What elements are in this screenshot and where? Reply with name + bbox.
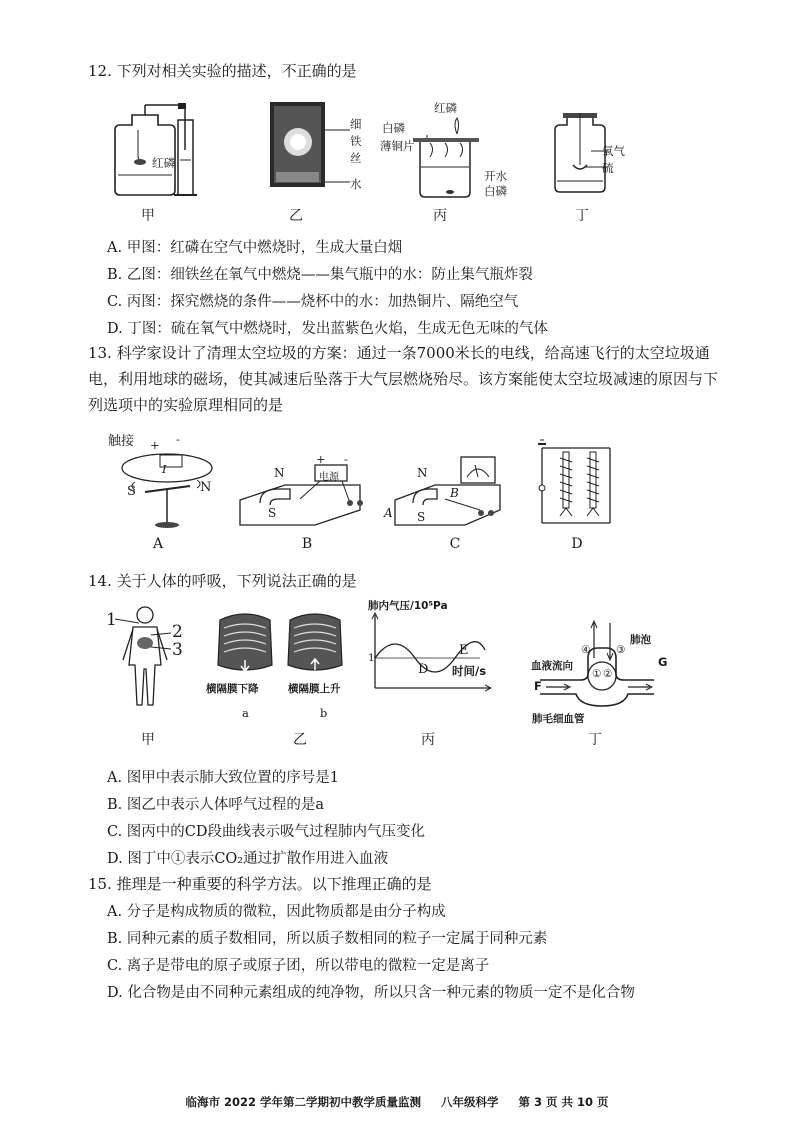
bing-white-p2-label: 白磷 xyxy=(484,184,507,198)
jia-label-2: 2 xyxy=(172,622,183,642)
q12-option-a: A. 甲图：红磷在空气中燃烧时，生成大量白烟 xyxy=(107,240,403,256)
bing-white-p-label: 白磷 xyxy=(382,121,405,135)
q12-title: 12. 下列对相关实验的描述，不正确的是 xyxy=(88,62,357,80)
yi-down-label: 横隔膜下降 xyxy=(206,683,259,695)
q14-caption-jia: 甲 xyxy=(141,732,155,748)
ding-f-label: F xyxy=(534,679,542,693)
q12-fig-yi xyxy=(270,102,330,192)
q13-caption-a: A xyxy=(152,536,164,552)
q14-option-d: D. 图丁中①表示CO₂通过扩散作用进入血液 xyxy=(107,851,389,867)
c-n-label: N xyxy=(417,466,428,480)
ding-c4-label: ④ xyxy=(581,644,591,656)
q12-fig-bing xyxy=(405,112,495,202)
ding-capillary-label: 肺毛细血管 xyxy=(532,713,585,725)
bing-e-label: E xyxy=(459,643,469,658)
b-minus-label: - xyxy=(344,452,348,466)
q14-fig-bing xyxy=(365,610,495,700)
b-n-label: N xyxy=(274,466,285,480)
b-plus-label: + xyxy=(316,452,326,466)
q13-fig-b xyxy=(230,455,380,535)
q14-caption-yi: 乙 xyxy=(293,732,307,748)
q15-option-d: D. 化合物是由不同种元素组成的纯净物，所以只含一种元素的物质一定不是化合物 xyxy=(107,985,635,1001)
a-touch-label: 触接 xyxy=(108,434,135,449)
bing-one-label: 1 xyxy=(368,652,375,664)
yi-up-label: 横隔膜上升 xyxy=(288,683,341,695)
b-battery-label: 电源 xyxy=(319,472,339,483)
bing-xlabel: 时间/s xyxy=(452,664,487,678)
q14-caption-ding: 丁 xyxy=(588,732,602,748)
jia-label-1: 1 xyxy=(106,610,117,630)
ding-c2-label: ② xyxy=(603,668,613,680)
q13-caption-c: C xyxy=(449,536,461,552)
q14-option-b: B. 图乙中表示人体呼气过程的是a xyxy=(107,797,325,813)
q14-title: 14. 关于人体的呼吸，下列说法正确的是 xyxy=(88,572,357,590)
ding-c1-label: ① xyxy=(592,668,602,680)
q12-fig-jia xyxy=(100,100,220,200)
footer-grade: 八年级科学 xyxy=(440,1095,499,1109)
yi-a-label: a xyxy=(242,706,249,720)
jia-label-3: 3 xyxy=(172,640,183,660)
bing-hot-water-label: 开水 xyxy=(484,169,507,183)
q14-caption-bing: 丙 xyxy=(421,732,435,748)
q12-option-b: B. 乙图：细铁丝在氧气中燃烧——集气瓶中的水：防止集气瓶炸裂 xyxy=(107,267,533,283)
b-s-label: S xyxy=(268,506,277,520)
yi-b-label: b xyxy=(320,706,328,720)
q13-caption-b: B xyxy=(301,536,313,552)
bing-red-p-label: 红磷 xyxy=(434,101,457,115)
a-s-label: S xyxy=(127,484,136,499)
q12-fig-yi-pointers xyxy=(325,125,351,185)
jia-red-p-label: 红磷 xyxy=(152,156,175,170)
q13-title: 13. 科学家设计了清理太空垃圾的方案：通过一条7000米长的电线，给高速飞行的太空垃圾通电，利用地球的磁场，使其减速后坠落于大气层燃烧殆尽。该方案能使太空垃圾减速的原因与下列选项中的实验原理相同的是 xyxy=(88,344,719,414)
footer-exam: 临海市 2022 学年第二学期初中教学质量监测 xyxy=(185,1095,421,1109)
ding-oxygen-label: 氧气 xyxy=(602,144,625,158)
q14-option-a: A. 图甲中表示肺大致位置的序号是1 xyxy=(107,770,339,786)
yi-wire-label-2: 铁 xyxy=(350,134,362,148)
footer-page: 第 3 页 共 10 页 xyxy=(518,1095,609,1109)
page-footer xyxy=(0,1094,794,1110)
ding-flow-label: 血液流向 xyxy=(531,660,573,672)
q12-caption-yi: 乙 xyxy=(289,208,303,224)
q13-fig-d xyxy=(530,438,625,533)
q12-caption-bing: 丙 xyxy=(433,208,447,224)
ding-g-label: G xyxy=(658,655,668,669)
a-current-label: I xyxy=(162,462,167,476)
bing-copper-label: 薄铜片 xyxy=(380,139,415,153)
a-minus-label: - xyxy=(176,432,180,446)
q12-option-c: C. 丙图：探究燃烧的条件——烧杯中的水：加热铜片、隔绝空气 xyxy=(107,294,519,310)
ding-c3-label: ③ xyxy=(616,644,626,656)
q15-option-a: A. 分子是构成物质的微粒，因此物质都是由分子构成 xyxy=(107,904,446,920)
ding-sulfur-label: 硫 xyxy=(602,161,614,175)
a-plus-label: + xyxy=(150,438,160,452)
q13-caption-d: D xyxy=(571,536,583,552)
ding-alveolus-label: 肺泡 xyxy=(630,634,651,646)
yi-wire-label-3: 丝 xyxy=(350,151,362,165)
q15-option-c: C. 离子是带电的原子或原子团，所以带电的微粒一定是离子 xyxy=(107,958,490,974)
a-n-label: N xyxy=(200,480,212,495)
q14-option-c: C. 图丙中的CD段曲线表示吸气过程肺内气压变化 xyxy=(107,824,426,840)
yi-wire-label-1: 细 xyxy=(350,117,362,131)
q12-caption-ding: 丁 xyxy=(575,208,589,224)
q12-caption-jia: 甲 xyxy=(141,208,155,224)
c-s-label: S xyxy=(417,510,426,524)
q15-title: 15. 推理是一种重要的科学方法。以下推理正确的是 xyxy=(88,875,432,893)
q12-option-d: D. 丁图：硫在氧气中燃烧时，发出蓝紫色火焰，生成无色无味的气体 xyxy=(107,321,548,337)
q15-option-b: B. 同种元素的质子数相同，所以质子数相同的粒子一定属于同种元素 xyxy=(107,931,548,947)
c-a-label: A xyxy=(384,506,393,520)
c-b-label: B xyxy=(450,486,459,500)
yi-water-label: 水 xyxy=(350,177,362,191)
bing-ylabel: 肺内气压/10⁵Pa xyxy=(368,600,448,612)
bing-d-label: D xyxy=(418,662,429,677)
q14-fig-yi xyxy=(210,610,350,680)
